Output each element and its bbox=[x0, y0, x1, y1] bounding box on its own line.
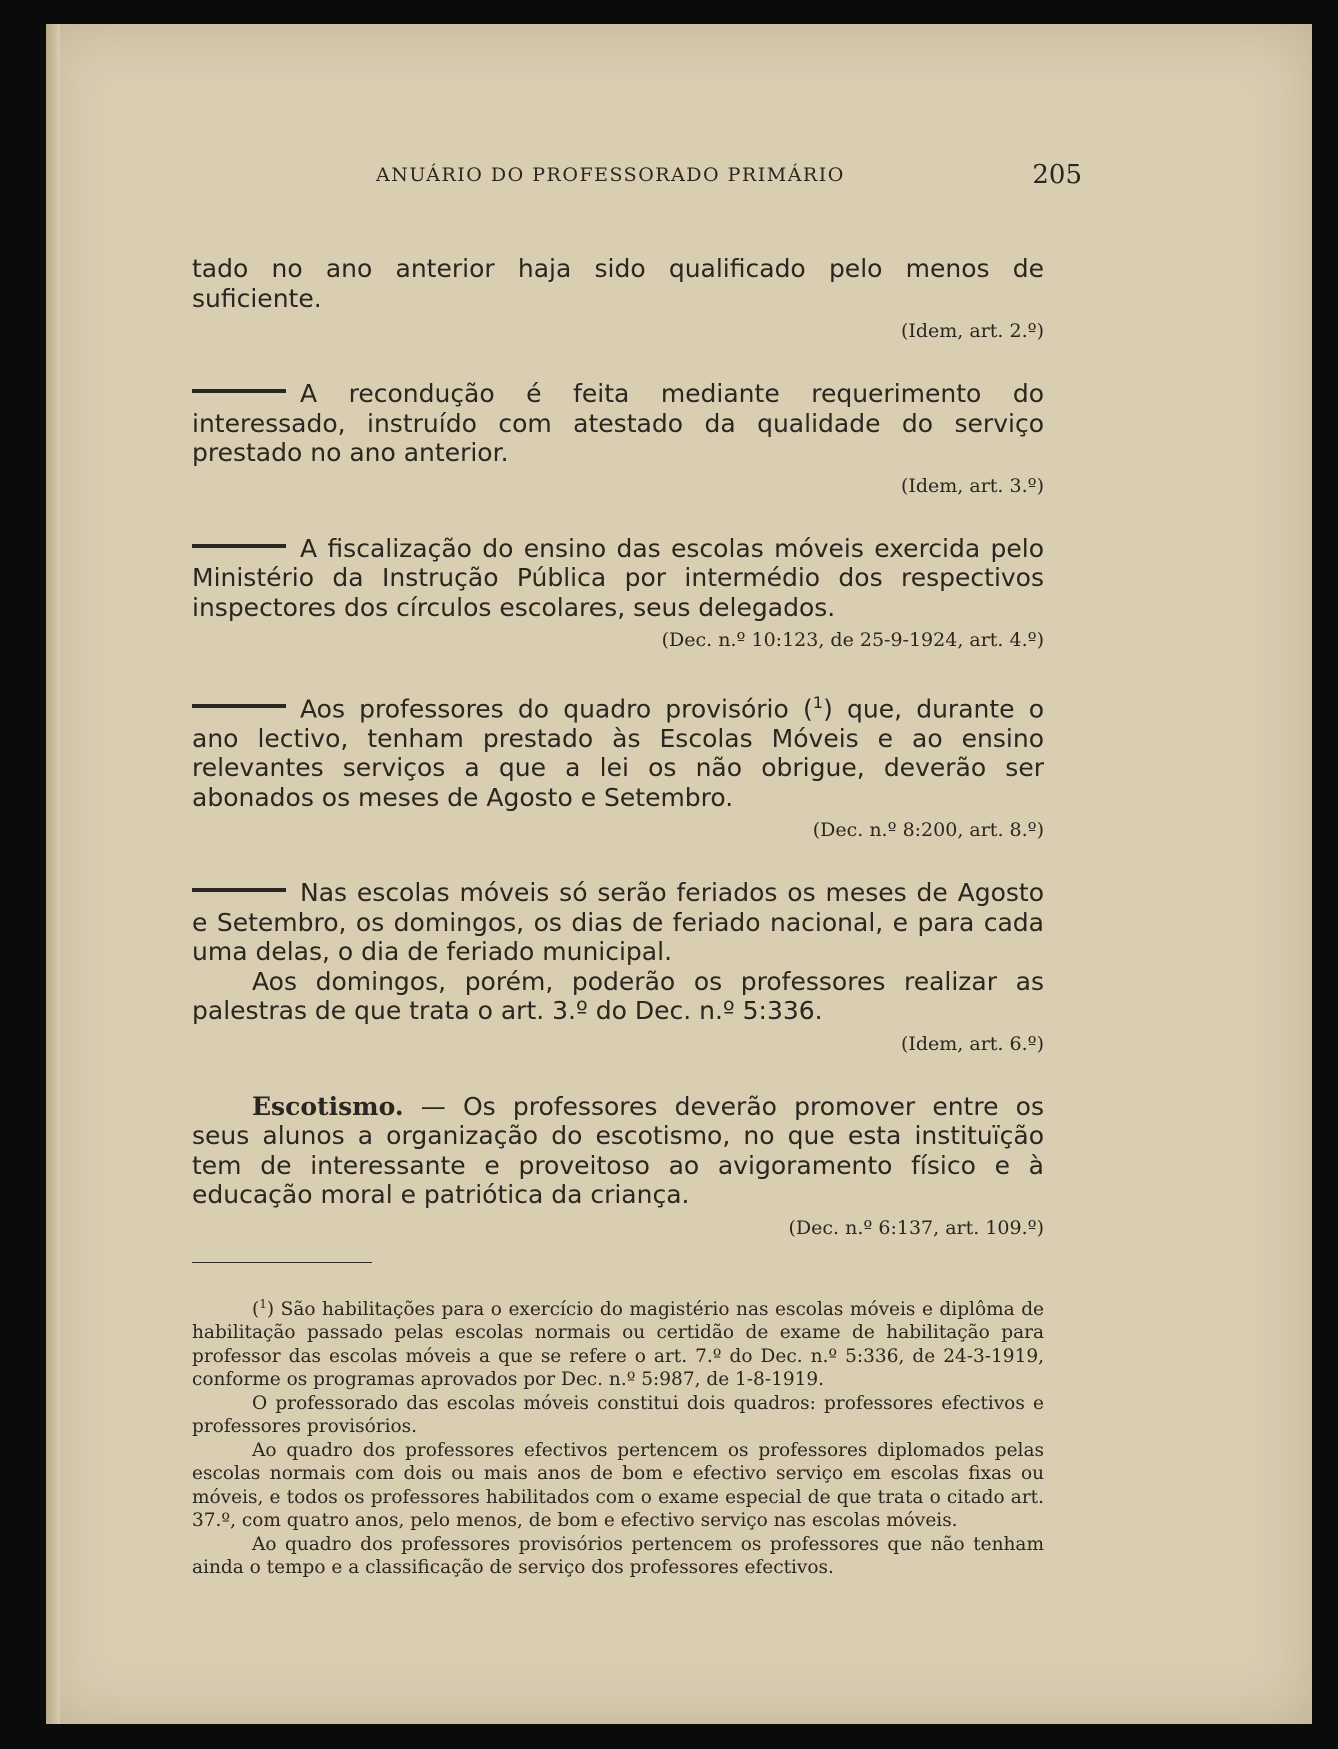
entry-inspection bbox=[192, 534, 1044, 653]
entry-text-after: ) que, durante o ano lectivo, tenham prestado às Escolas Móveis e ao ensino relevantes serviços a que a lei os não obrigue, deverão ser abonados os meses de Agosto e Setembro. bbox=[192, 694, 1045, 812]
entry-qualification bbox=[192, 254, 1044, 343]
entry-text: A fiscalização do ensino das escolas móveis exercida pelo Ministério da Instrução Pública por intermédio dos respectivos inspectores dos círculos escolares, seus delegados. bbox=[192, 533, 1044, 622]
page-spine-shadow bbox=[46, 24, 60, 1724]
entry-citation: (Idem, art. 6.º) bbox=[900, 1032, 1044, 1055]
footnote-text: São habilitações para o exercício do magistério nas escolas móveis e diplôma de habilitação passado pelas escolas normais ou certidão de exame de habilitação para professor das escolas móveis a que se refere o art. 7.º do Dec. n.º 5:336, de 24-3-1919, conforme os programas aprovados por Dec. n.º 5:987, de 1-8-1919. bbox=[192, 1298, 1044, 1391]
page-body bbox=[192, 254, 1044, 1580]
entry-text-second: Aos domingos, porém, poderão os professores realizar as palestras de que trata o art. 3.º do Dec. n.º 5:336. bbox=[192, 966, 1044, 1026]
document-page bbox=[46, 24, 1312, 1724]
footnote-paragraph: Ao quadro dos professores provisórios pertencem os professores que não tenham ainda o tempo e a classificação de serviço dos professores efectivos. bbox=[192, 1533, 1044, 1579]
footnote-paragraph: ($^1$) São habilitações para o exercício do magistério nas escolas móveis e diplôma de habilitação passado pelas escolas normais ou certidão de exame de habilitação para professor das escolas móveis a que se refere o art. 7.º do Dec. n.º 5:336, de 24-3-1919, conforme os programas aprovados por Dec. n.º 5:987, de 1-8-1919. bbox=[192, 1296, 1044, 1391]
entry-citation: (Dec. n.º 10:123, de 25-9-1924, art. 4.º) bbox=[661, 629, 1044, 651]
entry-holidays bbox=[192, 878, 1044, 1056]
page-number: 205 bbox=[1032, 160, 1082, 190]
entry-paragraph bbox=[192, 379, 1044, 468]
entry-text: tado no ano anterior haja sido qualificado pelo menos de suficiente. bbox=[192, 254, 1044, 313]
entry-reconduction bbox=[192, 379, 1044, 498]
entry-paragraph bbox=[192, 878, 1044, 967]
entry-text: A recondução é feita mediante requerimento do interessado, instruído com atestado da qualidade do serviço prestado no ano anterior. bbox=[192, 379, 1044, 467]
footnote-mark: 1 bbox=[812, 693, 824, 712]
footnote-paragraph: O professorado das escolas móveis constitui dois quadros: professores efectivos e professores provisórios. bbox=[192, 1392, 1044, 1438]
entry-paragraph bbox=[192, 1092, 1044, 1210]
entry-paragraph bbox=[192, 534, 1044, 623]
entry-citation: (Idem, art. 3.º) bbox=[900, 474, 1044, 497]
section-dash bbox=[192, 888, 286, 892]
running-title: ANUÁRIO DO PROFESSORADO PRIMÁRIO bbox=[376, 164, 845, 186]
footnotes bbox=[192, 1293, 1044, 1580]
section-heading: Escotismo. bbox=[252, 1091, 404, 1121]
footnote-paragraph: Ao quadro dos professores efectivos pertencem os professores diplomados pelas escolas normais com dois ou mais anos de bom e efectivo serviço em escolas fixas ou móveis, e todos os professores habilitados com o exame especial de que trata o citado art. 37.º, com quatro anos, pelo menos, de bom e efectivo serviço nas escolas móveis. bbox=[192, 1439, 1044, 1532]
entry-text-before: Aos professores do quadro provisório ( bbox=[300, 694, 813, 724]
entry-citation: (Dec. n.º 6:137, art. 109.º) bbox=[788, 1216, 1044, 1239]
section-dash bbox=[192, 389, 286, 393]
entry-text: Nas escolas móveis só serão feriados os meses de Agosto e Setembro, os domingos, os dias de feriado nacional, e para cada uma delas, o dia de feriado municipal. bbox=[192, 878, 1044, 967]
footnote-mark: 1 bbox=[259, 1296, 267, 1311]
entry-scouting bbox=[192, 1092, 1044, 1240]
footnote-divider bbox=[192, 1262, 372, 1263]
entry-paragraph bbox=[192, 688, 1044, 812]
entry-citation: (Idem, art. 2.º) bbox=[900, 320, 1044, 342]
entry-text: — Os professores deverão promover entre os seus alunos a organização do escotismo, no que esta instituïção tem de interessante e proveitoso ao avigoramento físico e à educação moral e patriótica da criança. bbox=[192, 1091, 1044, 1210]
entry-provisional-teachers bbox=[192, 688, 1044, 842]
section-dash bbox=[192, 704, 286, 708]
entry-citation: (Dec. n.º 8:200, art. 8.º) bbox=[812, 819, 1044, 842]
section-dash bbox=[192, 544, 286, 548]
